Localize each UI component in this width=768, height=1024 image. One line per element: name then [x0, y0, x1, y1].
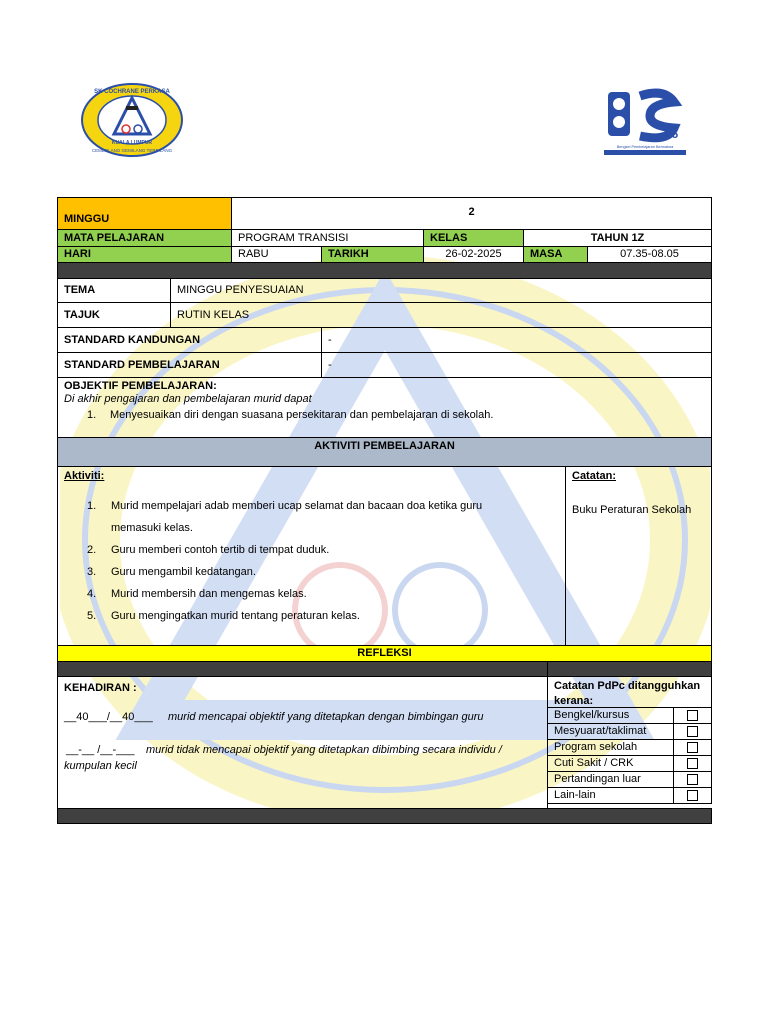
standard-pembelajaran-value: - — [321, 352, 712, 378]
objektif-label: OBJEKTIF PEMBELAJARAN: — [64, 380, 217, 392]
aktiviti-num-3: 3. — [87, 566, 97, 578]
tangguh-reason-checkbox[interactable] — [673, 723, 712, 740]
aktiviti-label: Aktiviti: — [64, 470, 105, 482]
standard-kandungan-label: STANDARD KANDUNGAN — [57, 327, 322, 353]
program-logo-number: 25 — [665, 129, 679, 141]
tangguh-reason-label: Program sekolah — [547, 739, 674, 756]
aktiviti-num-1: 1. — [87, 500, 97, 512]
school-logo — [80, 82, 184, 158]
refleksi-section-title: REFLEKSI — [57, 645, 712, 662]
tangguh-reason-checkbox[interactable] — [673, 787, 712, 804]
tangguh-reason-label: Cuti Sakit / CRK — [547, 755, 674, 772]
tangguh-title: Catatan PdPc ditangguhkan kerana: — [554, 680, 701, 707]
kehadiran-label: KEHADIRAN : — [64, 682, 137, 694]
tema-value: MINGGU PENYESUAIAN — [170, 278, 712, 303]
tangguh-reason-label: Bengkel/kursus — [547, 707, 674, 724]
checkbox-icon — [687, 710, 698, 721]
objektif-intro: Di akhir pengajaran dan pembelajaran murid dapat — [64, 393, 312, 405]
tajuk-label: TAJUK — [57, 302, 171, 328]
tangguh-reason-row — [547, 723, 712, 740]
footer-dark-bar — [57, 808, 712, 824]
checkbox-icon — [687, 758, 698, 769]
tangguh-reason-row — [547, 739, 712, 756]
standard-pembelajaran-label: STANDARD PEMBELAJARAN — [57, 352, 322, 378]
checkbox-icon — [687, 774, 698, 785]
tangguh-title-cell — [547, 676, 712, 708]
tangguh-reason-row — [547, 771, 712, 788]
tangguh-reason-row — [547, 787, 712, 804]
mata-pelajaran-label: MATA PELAJARAN — [57, 229, 232, 247]
checkbox-icon — [687, 726, 698, 737]
program-logo — [600, 86, 690, 160]
masa-value: 07.35-08.05 — [587, 246, 712, 263]
tangguh-reason-checkbox[interactable] — [673, 755, 712, 772]
catatan-box — [565, 466, 712, 646]
aktiviti-text-4: Murid membersih dan mengemas kelas. — [111, 588, 307, 600]
aktiviti-num-2: 2. — [87, 544, 97, 556]
kehadiran-line3-text: kumpulan kecil — [64, 760, 137, 772]
kehadiran-line1-counts: __40___/__40___ — [64, 711, 153, 723]
hari-label: HARI — [57, 246, 232, 263]
aktiviti-text-5: Guru mengingatkan murid tentang peraturan kelas. — [111, 610, 360, 622]
objektif-item-text: Menyesuaikan diri dengan suasana persekitaran dan pembelajaran di sekolah. — [110, 409, 494, 421]
catatan-label: Catatan: — [572, 470, 617, 482]
tarikh-label: TARIKH — [321, 246, 424, 263]
aktiviti-num-5: 5. — [87, 610, 97, 622]
school-logo-mid: KUALA LUMPUR — [111, 140, 153, 146]
kelas-value: TAHUN 1Z — [523, 229, 712, 247]
kehadiran-line1-text: murid mencapai objektif yang ditetapkan dengan bimbingan guru — [168, 711, 484, 723]
divider-bar — [57, 262, 712, 279]
aktiviti-text-3: Guru mengambil kedatangan. — [111, 566, 256, 578]
program-logo-caption: Bengkel Pembelajaran Bermakna — [616, 145, 674, 149]
school-logo-arc-bottom: CEMERLANG GEMILANG TERBILANG — [91, 148, 173, 153]
tangguh-reason-label: Mesyuarat/taklimat — [547, 723, 674, 740]
aktiviti-text-1b: memasuki kelas. — [111, 522, 193, 534]
school-logo-arc-top: SK COCHRANE PERKASA — [94, 89, 170, 95]
objektif-section — [57, 377, 712, 438]
kehadiran-box — [57, 676, 548, 809]
catatan-value: Buku Peraturan Sekolah — [572, 504, 692, 516]
kehadiran-line2-counts: __-__ /__-___ — [66, 744, 135, 756]
tema-label: TEMA — [57, 278, 171, 303]
refleksi-dark-bar-right — [547, 661, 712, 677]
refleksi-dark-bar-left — [57, 661, 548, 677]
minggu-label: MINGGU — [57, 197, 232, 230]
tangguh-reason-checkbox[interactable] — [673, 739, 712, 756]
masa-label: MASA — [523, 246, 588, 263]
tarikh-value: 26-02-2025 — [423, 246, 524, 263]
hari-value: RABU — [231, 246, 322, 263]
objektif-item-num: 1. — [87, 409, 97, 421]
tangguh-reason-label: Lain-lain — [547, 787, 674, 804]
aktiviti-num-4: 4. — [87, 588, 97, 600]
standard-kandungan-value: - — [321, 327, 712, 353]
aktiviti-body — [57, 466, 566, 646]
kehadiran-line2-text: murid tidak mencapai objektif yang ditetapkan dibimbing secara individu / — [146, 744, 502, 756]
checkbox-icon — [687, 790, 698, 801]
tangguh-reason-row — [547, 755, 712, 772]
tangguh-reason-checkbox[interactable] — [673, 707, 712, 724]
kelas-label: KELAS — [423, 229, 524, 247]
tangguh-reason-checkbox[interactable] — [673, 771, 712, 788]
mata-pelajaran-value: PROGRAM TRANSISI — [231, 229, 424, 247]
aktiviti-section-title: AKTIVITI PEMBELAJARAN — [57, 437, 712, 467]
aktiviti-text-2: Guru memberi contoh tertib di tempat duduk. — [111, 544, 330, 556]
tangguh-reason-label: Pertandingan luar — [547, 771, 674, 788]
aktiviti-text-1a: Murid mempelajari adab memberi ucap selamat dan bacaan doa ketika guru — [111, 500, 483, 512]
tajuk-value: RUTIN KELAS — [170, 302, 712, 328]
checkbox-icon — [687, 742, 698, 753]
tangguh-reason-row — [547, 707, 712, 724]
minggu-value: 2 — [231, 197, 712, 230]
